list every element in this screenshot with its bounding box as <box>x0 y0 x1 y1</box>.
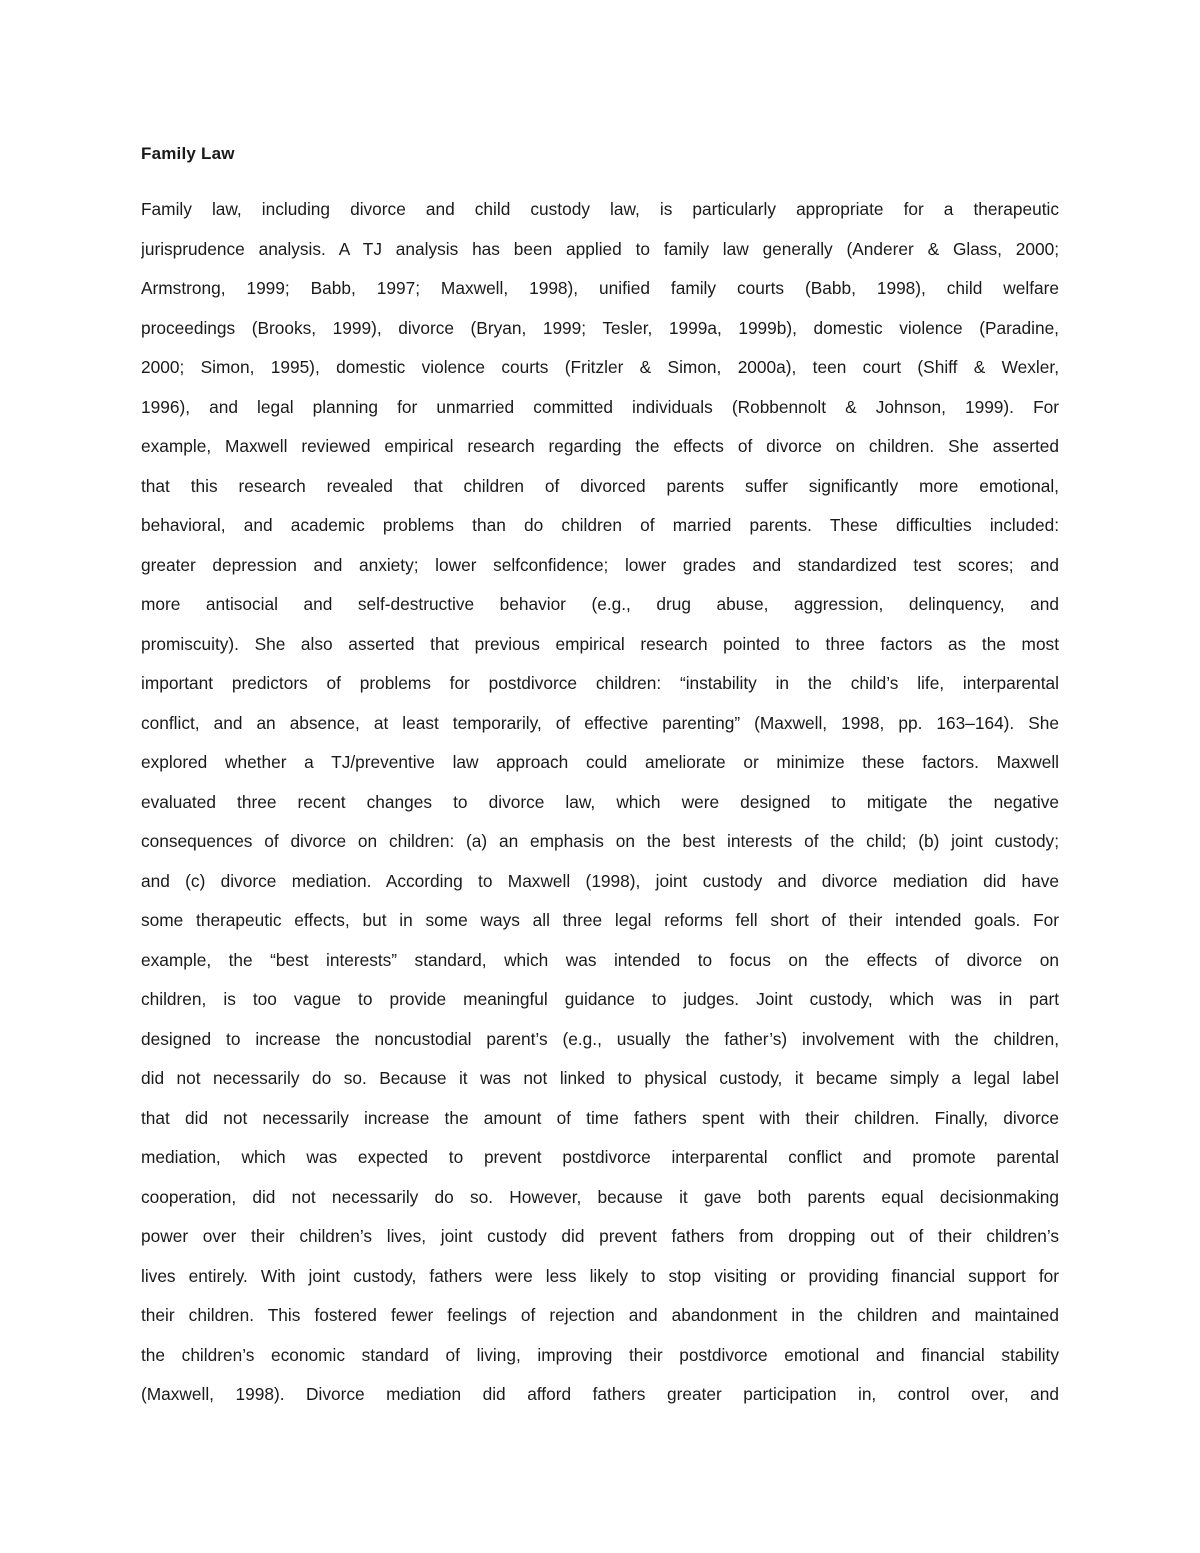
paragraph-line: proceedings (Brooks, 1999), divorce (Bryan, 1999; Tesler, 1999a, 1999b), domestic violence (Paradine, <box>141 317 1059 338</box>
paragraph-line: (Maxwell, 1998). Divorce mediation did afford fathers greater participation in, control over, and <box>141 1384 1059 1404</box>
body-paragraph <box>141 190 1059 1415</box>
paragraph-line: children, is too vague to provide meaningful guidance to judges. Joint custody, which was in part <box>141 989 1059 1009</box>
paragraph-line: designed to increase the noncustodial parent’s (e.g., usually the father’s) involvement with the children, <box>141 1028 1059 1049</box>
paragraph-line: behavioral, and academic problems than do children of married parents. These difficulties included: <box>141 515 1059 535</box>
paragraph-line: evaluated three recent changes to divorce law, which were designed to mitigate the negative <box>141 791 1059 812</box>
paragraph-line: important predictors of problems for postdivorce children: “instability in the child’s life, interparental <box>141 673 1059 693</box>
paragraph-line: mediation, which was expected to prevent postdivorce interparental conflict and promote parental <box>141 1147 1059 1167</box>
paragraph-line: example, Maxwell reviewed empirical research regarding the effects of divorce on children. She asserted <box>141 436 1059 456</box>
paragraph-line: power over their children’s lives, joint custody did prevent fathers from dropping out of their children’s <box>141 1226 1059 1246</box>
paragraph-line: did not necessarily do so. Because it was not linked to physical custody, it became simply a legal label <box>141 1068 1059 1088</box>
paragraph-line: example, the “best interests” standard, which was intended to focus on the effects of divorce on <box>141 949 1059 970</box>
paragraph-line: that this research revealed that children of divorced parents suffer significantly more emotional, <box>141 475 1059 496</box>
paragraph-line: lives entirely. With joint custody, fathers were less likely to stop visiting or providing financial support for <box>141 1265 1059 1286</box>
paragraph-line: their children. This fostered fewer feelings of rejection and abandonment in the children and maintained <box>141 1305 1059 1325</box>
paragraph-line: conflict, and an absence, at least temporarily, of effective parenting” (Maxwell, 1998, pp. 163–164). She <box>141 712 1059 733</box>
section-heading: Family Law <box>141 144 235 163</box>
paragraph-line: some therapeutic effects, but in some ways all three legal reforms fell short of their intended goals. For <box>141 910 1059 930</box>
paragraph-line: consequences of divorce on children: (a) an emphasis on the best interests of the child; (b) joint custody; <box>141 831 1059 851</box>
paragraph-line: and (c) divorce mediation. According to Maxwell (1998), joint custody and divorce mediation did have <box>141 870 1059 891</box>
paragraph-line: promiscuity). She also asserted that previous empirical research pointed to three factors as the most <box>141 633 1059 654</box>
paragraph-line: 2000; Simon, 1995), domestic violence courts (Fritzler & Simon, 2000a), teen court (Shiff & Wexler, <box>141 357 1059 377</box>
paragraph-line: explored whether a TJ/preventive law approach could ameliorate or minimize these factors. Maxwell <box>141 752 1059 772</box>
paragraph-line: Family law, including divorce and child custody law, is particularly appropriate for a therapeutic <box>141 199 1059 219</box>
paragraph-line: the children’s economic standard of living, improving their postdivorce emotional and financial stability <box>141 1344 1059 1365</box>
paragraph-line: more antisocial and self-destructive behavior (e.g., drug abuse, aggression, delinquency, and <box>141 594 1059 614</box>
paragraph-line: greater depression and anxiety; lower selfconfidence; lower grades and standardized test scores; and <box>141 554 1059 575</box>
paragraph-line: cooperation, did not necessarily do so. However, because it gave both parents equal decisionmaking <box>141 1186 1059 1207</box>
paragraph-line: Armstrong, 1999; Babb, 1997; Maxwell, 1998), unified family courts (Babb, 1998), child welfare <box>141 278 1059 298</box>
paragraph-line: 1996), and legal planning for unmarried committed individuals (Robbennolt & Johnson, 1999). For <box>141 396 1059 417</box>
paragraph-line: that did not necessarily increase the amount of time fathers spent with their children. Finally, divorce <box>141 1107 1059 1128</box>
paragraph-line: jurisprudence analysis. A TJ analysis has been applied to family law generally (Anderer & Glass, 2000; <box>141 238 1059 259</box>
